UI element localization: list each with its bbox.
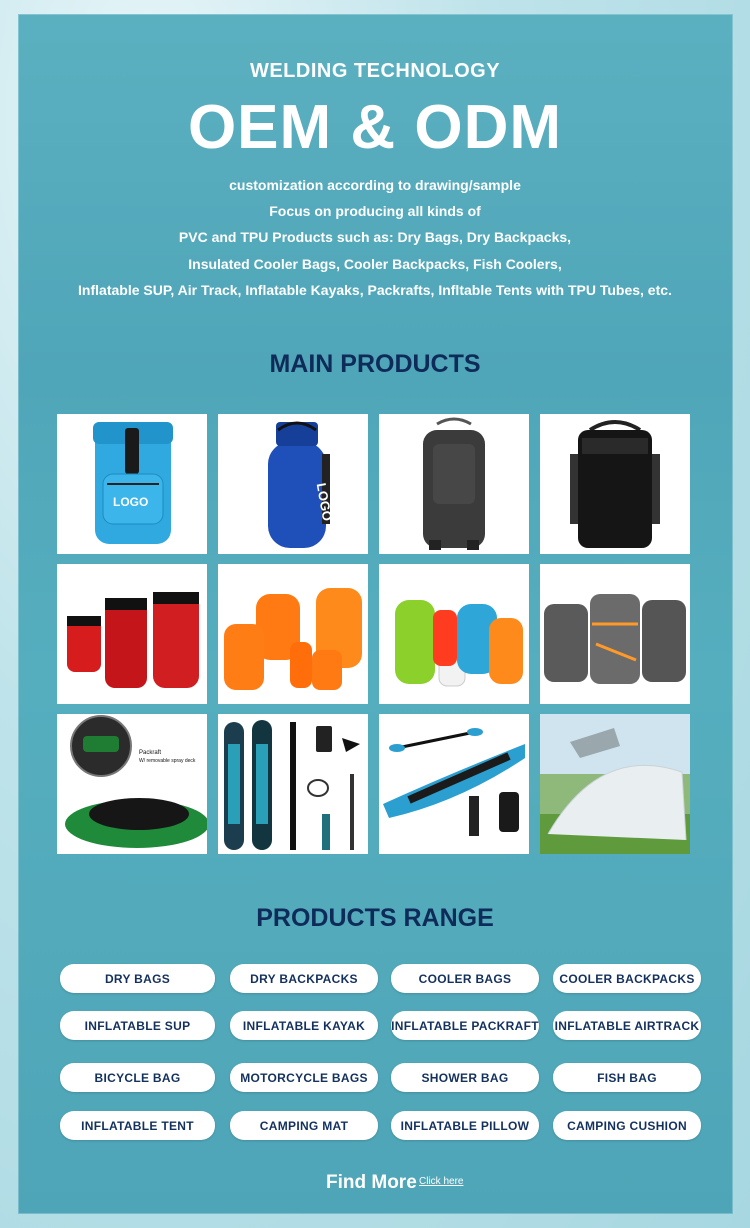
product-tile-navy-dry-bag[interactable] bbox=[218, 414, 368, 554]
range-inflatable-sup[interactable]: INFLATABLE SUP bbox=[60, 1011, 215, 1040]
description-line-2: Focus on producing all kinds of bbox=[269, 203, 481, 219]
product-tile-blue-dry-backpack[interactable] bbox=[57, 414, 207, 554]
orange-dry-bags-image bbox=[218, 564, 368, 704]
navy-dry-bag-image bbox=[218, 414, 368, 554]
black-dry-backpack-image bbox=[540, 414, 690, 554]
product-tile-colorful-dry-bags[interactable] bbox=[379, 564, 529, 704]
range-cooler-bags[interactable]: COOLER BAGS bbox=[391, 964, 539, 993]
inflatable-sup-kit-image bbox=[218, 714, 368, 854]
packraft-subcaption: W/ removable spray deck bbox=[139, 758, 196, 764]
packraft-caption: Packraft bbox=[139, 750, 162, 756]
range-inflatable-tent[interactable]: INFLATABLE TENT bbox=[60, 1111, 215, 1140]
product-tile-inflatable-sup-kit[interactable] bbox=[218, 714, 368, 854]
subtitle: WELDING TECHNOLOGY bbox=[249, 60, 501, 82]
range-dry-backpacks[interactable]: DRY BACKPACKS bbox=[230, 964, 378, 993]
range-bicycle-bag[interactable]: BICYCLE BAG bbox=[60, 1063, 215, 1092]
red-dry-bags-image bbox=[57, 564, 207, 704]
products-range-title: PRODUCTS RANGE bbox=[256, 904, 494, 932]
description-line-4: Insulated Cooler Bags, Cooler Backpacks, Fish Coolers, bbox=[188, 256, 562, 272]
range-cooler-backpacks[interactable]: COOLER BACKPACKS bbox=[553, 964, 701, 993]
range-camping-mat[interactable]: CAMPING MAT bbox=[230, 1111, 378, 1140]
description-line-3: PVC and TPU Products such as: Dry Bags, Dry Backpacks, bbox=[178, 229, 572, 245]
product-tile-gray-duffel-backpack[interactable] bbox=[379, 414, 529, 554]
range-motorcycle-bags[interactable]: MOTORCYCLE BAGS bbox=[230, 1063, 378, 1092]
product-tile-camo-backpacks[interactable] bbox=[540, 564, 690, 704]
description-line-1: customization according to drawing/sample bbox=[229, 177, 521, 193]
tile-logo-text: LOGO bbox=[313, 481, 336, 523]
camo-backpacks-image bbox=[540, 564, 690, 704]
product-tile-red-dry-bags[interactable] bbox=[57, 564, 207, 704]
product-tile-inflatable-kayak-kit[interactable] bbox=[379, 714, 529, 854]
inflatable-kayak-kit-image bbox=[379, 714, 529, 854]
range-camping-cushion[interactable]: CAMPING CUSHION bbox=[553, 1111, 701, 1140]
hero-title: OEM & ODM bbox=[187, 93, 563, 162]
colorful-dry-bags-image bbox=[379, 564, 529, 704]
product-tile-inflatable-tent[interactable] bbox=[540, 714, 690, 854]
green-packraft-image bbox=[57, 714, 207, 854]
description-line-5: Inflatable SUP, Air Track, Inflatable Kayaks, Packrafts, Infltable Tents with TPU Tubes, etc. bbox=[78, 282, 672, 298]
range-inflatable-packraft[interactable]: INFLATABLE PACKRAFT bbox=[391, 1011, 539, 1040]
main-products-title: MAIN PRODUCTS bbox=[269, 350, 481, 378]
range-inflatable-airtrack[interactable]: INFLATABLE AIRTRACK bbox=[553, 1011, 701, 1040]
find-more-label: Find More bbox=[326, 1172, 417, 1193]
blue-dry-backpack-image bbox=[57, 414, 207, 554]
inflatable-tent-image bbox=[540, 714, 690, 854]
product-tile-black-dry-backpack[interactable] bbox=[540, 414, 690, 554]
product-tile-orange-dry-bags[interactable] bbox=[218, 564, 368, 704]
range-inflatable-pillow[interactable]: INFLATABLE PILLOW bbox=[391, 1111, 539, 1140]
range-dry-bags[interactable]: DRY BAGS bbox=[60, 964, 215, 993]
click-here-link[interactable]: Click here bbox=[419, 1176, 464, 1187]
product-tile-green-packraft[interactable] bbox=[57, 714, 207, 854]
range-fish-bag[interactable]: FISH BAG bbox=[553, 1063, 701, 1092]
range-shower-bag[interactable]: SHOWER BAG bbox=[391, 1063, 539, 1092]
gray-duffel-backpack-image bbox=[379, 414, 529, 554]
tile-logo-text: LOGO bbox=[113, 495, 149, 509]
range-inflatable-kayak[interactable]: INFLATABLE KAYAK bbox=[230, 1011, 378, 1040]
